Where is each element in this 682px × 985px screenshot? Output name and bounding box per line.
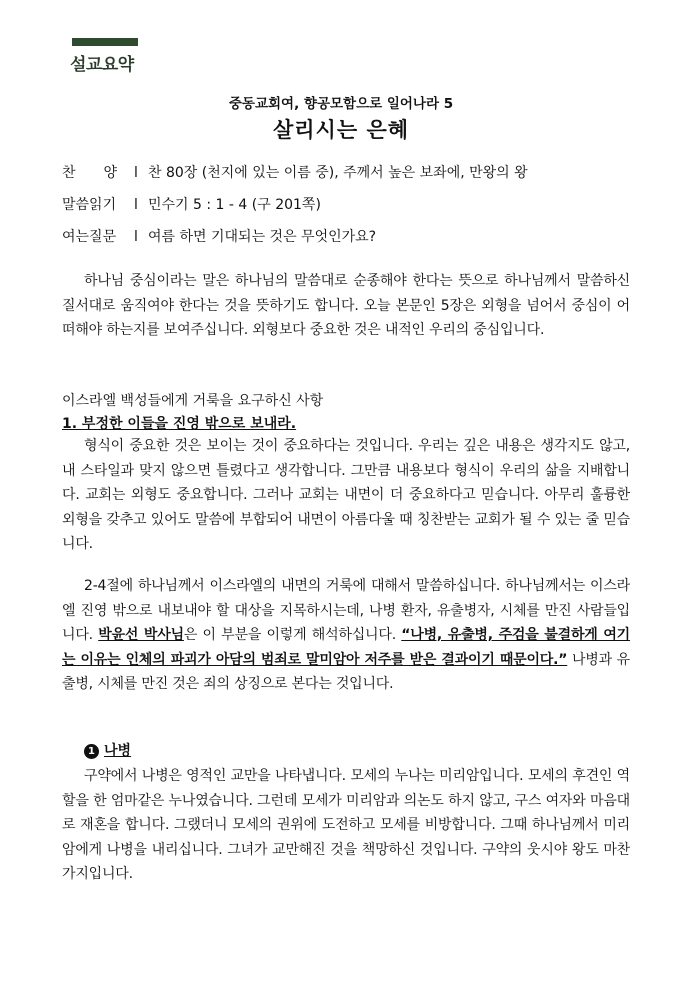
item1-paragraph [62,764,630,887]
verse-text-c: 나병과 유출병, 시체를 만진 것은 죄의 상징으로 본다는 것입니다. [62,651,631,692]
verse-text-b: 은 이 부분을 이렇게 해석하십니다. [183,627,402,643]
question-value: 여름 하면 기대되는 것은 무엇인가요? [148,229,377,245]
verse-text-a: 2-4절에 하나님께서 이스라엘의 내면의 거룩에 대해서 말씀하십니다. 하나님께서는 이스라엘 진영 밖으로 내보내야 할 대상을 지목하시는데, 나병 환자, 유출병자, 시체를 만진 사람들입니다. [62,578,630,643]
hymn-separator: l [134,165,138,181]
section-heading: 이스라엘 백성들에게 거룩을 요구하신 사항 [62,393,324,409]
item1-number-badge: 1 [84,744,99,759]
sermon-title: 살리시는 은혜 [272,118,410,142]
reading-separator: l [134,197,138,213]
point1-text: 형식이 중요한 것은 보이는 것이 중요하다는 것입니다. 우리는 깊은 내용은 생각지도 않고, 내 스타일과 맞지 않으면 틀렸다고 생각합니다. 그만큼 내용보다 형식이 우리의 삶을 지배합니다. 교회는 외형도 중요합니다. 그러나 교회는 내면이 더 중요하다고 믿습니다. 아무리 훌륭한 외형을 갖추고 있어도 말씀에 부합되어 내면이 아름다울 때 칭찬받는 교회가 될 수 있는 줄 믿습니다. [62,438,630,552]
item1-heading [84,740,131,760]
question-separator: l [134,229,138,245]
question-label: 여는질문 [62,229,117,245]
item1-text: 구약에서 나병은 영적인 교만을 나타냅니다. 모세의 누나는 미리암입니다. 모세의 후견인 역할을 한 엄마같은 누나였습니다. 그런데 모세가 미리암과 의논도 하지 않고, 구스 여자와 마음대로 재혼을 합니다. 그랬더니 모세의 권위에 도전하고 모세를 비방합니다. 그때 하나님께서 미리암에게 나병을 내리십니다. 그녀가 교만해진 것을 책망하신 것입니다. 구약의 웃시야 왕도 마찬가지입니다. [62,768,630,882]
reading-label: 말씀읽기 [62,197,117,213]
hymn-label: 찬 양 [62,165,118,181]
reading-row [62,194,321,214]
verse-person-name: 박윤선 박사님 [98,627,184,643]
hymn-row [62,162,528,182]
point1-paragraph [62,434,630,557]
section-label: 설교요약 [70,55,134,75]
intro-paragraph [62,269,630,343]
hymn-value: 찬 80장 (천지에 있는 이름 중), 주께서 높은 보좌에, 만왕의 왕 [148,165,528,181]
point1-heading: 1. 부정한 이들을 진영 밖으로 보내라. [62,416,297,432]
item1-heading-text: 나병 [104,743,132,759]
verse-paragraph [62,574,630,697]
header-accent-bar [72,38,138,46]
question-row [62,226,376,246]
intro-text: 하나님 중심이라는 말은 하나님의 말씀대로 순종해야 한다는 뜻으로 하나님께서 말씀하신 질서대로 움직여야 한다는 것을 뜻하기도 합니다. 오늘 본문인 5장은 외형을 넘어서 중심이 어떠해야 하는지를 보여주십니다. 외형보다 중요한 것은 내적인 우리의 중심입니다. [62,273,630,338]
sermon-subtitle: 중동교회여, 향공모함으로 일어나라 5 [228,96,454,112]
verse-quote: “나병, 유출병, 주검을 불결하게 여기는 이유는 인체의 파괴가 아담의 범죄로 말미암아 저주를 받은 결과이기 때문이다.” [62,627,630,668]
reading-value: 민수기 5 : 1 - 4 (구 201쪽) [148,197,321,213]
